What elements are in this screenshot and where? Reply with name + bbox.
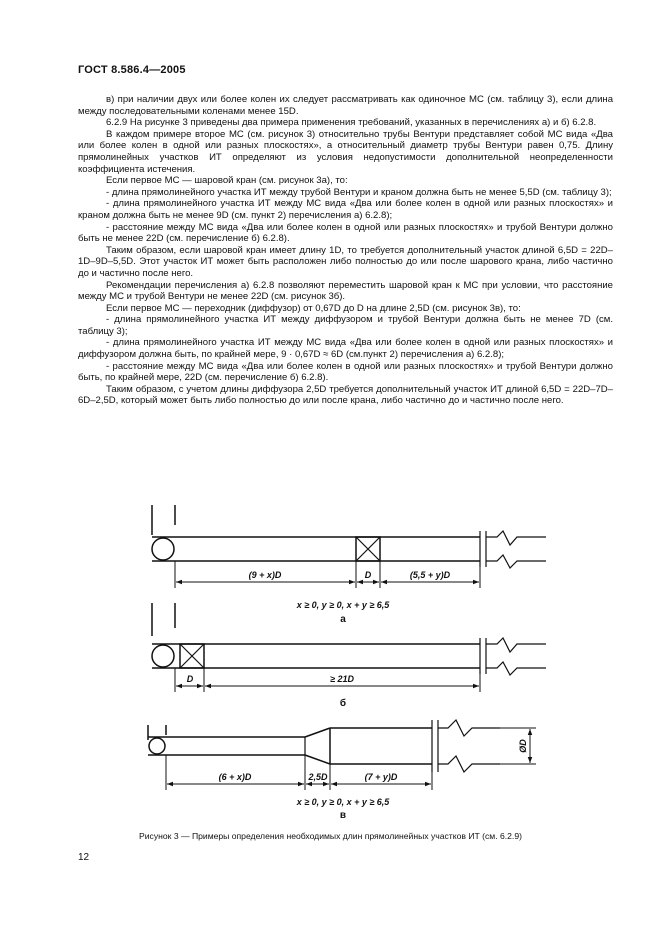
pipe-break — [432, 720, 438, 772]
paragraph: 6.2.9 На рисунке 3 приведены два примера применения требований, указанных в перечислениях а) и б) 6.2.8. — [106, 117, 597, 129]
paragraph: Если первое МС — шаровой кран (см. рисунок 3а), то: — [106, 175, 348, 187]
venturi-tube — [438, 720, 500, 772]
paragraph: - длина прямолинейного участка ИТ между диффузором и трубой Вентури должна быть не менее 7D (см. таблицу 3); — [78, 314, 613, 337]
paragraph: - длина прямолинейного участка ИТ между трубой Вентури и краном должна быть не менее 5,5D (см. таблицу 3); — [106, 186, 612, 198]
dim-label: (6 + x)D — [218, 772, 252, 782]
ball-valve-cross — [356, 537, 380, 561]
dim-label: D — [364, 570, 372, 580]
paragraph: в) при наличии двух или более колен их следует рассматривать как одиночное МС (см. таблицу 3), если длина между последовательными коленами менее 15D. — [78, 94, 613, 117]
dim-label: ≥ 21D — [330, 674, 354, 684]
pipe-break — [480, 638, 486, 674]
paragraph: - длина прямолинейного участка ИТ между МС вида «Два или более колен в одной или разных плоскостях» и краном должна быть не менее 9D (см. пункт 2) перечисления а) 6.2.8); — [78, 198, 613, 221]
venturi-tube — [486, 531, 546, 568]
subfigure-label: в — [339, 810, 347, 821]
paragraph: В каждом примере второе МС (см. рисунок 3) относительно трубы Вентури представляет собой МС вида «Два или более колен в одной или разных плоскостях», а относительный диаметр трубы Вентури равен 0,75. Длину прямолинейных участков ИТ определяют из условия недопустимости дополнительной неопределенности коэффициента истечения. — [78, 128, 613, 175]
subfigure-label: б — [339, 698, 347, 709]
diagram-c — [148, 720, 536, 821]
paragraph: - длина прямолинейного участка ИТ между МС вида «Два или более колен в одной или разных плоскостях» и диффузором должна быть, по крайней мере, 9 · 0,67D ≈ 6D (см.пункт 2) перечисления а) 6.2.8); — [78, 337, 613, 361]
pipe-wall-large — [330, 728, 432, 764]
subfigure-label: а — [340, 614, 346, 625]
ball-valve-cross — [180, 644, 204, 668]
pipe-wall — [148, 737, 305, 755]
elbow-circle — [152, 538, 174, 560]
dim-label: (5,5 + y)D — [409, 570, 451, 580]
paragraph: - расстояние между МС вида «Два или более колен в одной или разных плоскостях» и трубой Вентури должно быть, по крайней мере, 22D (см. перечисление б) 6.2.8). — [78, 360, 613, 384]
dim-label: D — [186, 674, 194, 684]
elbow-circle — [152, 645, 174, 667]
pipe-wall — [152, 537, 480, 561]
dim-label: 2,5D — [308, 772, 328, 782]
paragraph: Таким образом, с учетом длины диффузора 2,5D требуется дополнительный участок ИТ длиной 6,5D = 22D–7D–6D–2,5D, который может быть либо полностью до или после крана, либо частично до и частично после него. — [78, 383, 613, 407]
elbow-pipe — [152, 603, 175, 636]
diagram-a — [152, 505, 546, 625]
paragraph: - расстояние между МС вида «Два или более колен в одной или разных плоскостях» и трубой Вентури должно быть не менее 22D (см. перечисление б) 6.2.8). — [78, 221, 613, 245]
paragraph: Если первое МС — переходник (диффузор) от 0,67D до D на длине 2,5D (см. рисунок 3в), то: — [106, 302, 521, 314]
paragraph: Таким образом, если шаровой кран имеет длину 1D, то требуется дополнительный участок длиной 6,5D = 22D–1D–9D–5,5D. Этот участок ИТ может быть расположен либо полностью до или после шарового крана, либо частично до и частично после него. — [78, 244, 613, 279]
paragraph: Рекомендации перечисления а) 6.2.8 позволяют переместить шаровой кран к МС при условии, что расстояние между МС и трубой Вентури не менее 22D (см. рисунок 3б). — [78, 279, 613, 303]
diameter-label: ØD — [518, 739, 528, 753]
condition-label: x ≥ 0, y ≥ 0, x + y ≥ 6,5 — [296, 600, 390, 610]
document-header: ГОСТ 8.586.4—2005 — [78, 64, 186, 76]
condition-label: x ≥ 0, y ≥ 0, x + y ≥ 6,5 — [296, 797, 390, 807]
elbow-pipe — [152, 505, 175, 535]
figure-caption: Рисунок 3 — Примеры определения необходимых длин прямолинейных участков ИТ (см. 6.2.9) — [139, 831, 522, 841]
dim-label: (9 + x)D — [248, 570, 282, 580]
dim-label: (7 + y)D — [364, 772, 398, 782]
diffuser — [305, 728, 330, 764]
page-number: 12 — [78, 852, 90, 863]
pipe-break — [480, 531, 486, 567]
venturi-tube — [486, 638, 546, 675]
diagram-b — [152, 603, 546, 709]
elbow-circle — [149, 738, 165, 754]
